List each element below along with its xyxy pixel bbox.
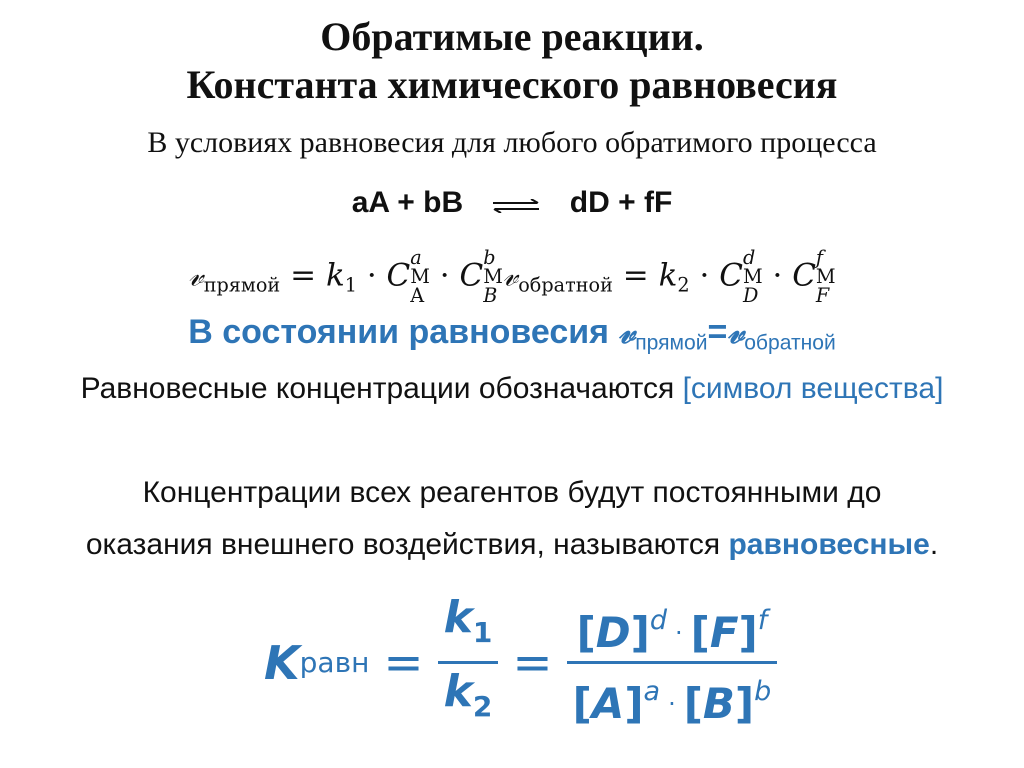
- slide-title-line2: Константа химического равновесия: [186, 62, 838, 107]
- rate-symbol: 𝓋: [727, 312, 745, 352]
- intro-text: В условиях равновесия для любого обратимого процесса: [147, 126, 877, 159]
- conc-symbol: C: [459, 257, 484, 294]
- rate-symbol: 𝓋: [188, 257, 204, 294]
- conc-symbol: C: [792, 257, 816, 294]
- conc-scripts-d: [743, 248, 763, 306]
- conc-scripts-a: [410, 248, 430, 306]
- equals-sign: =: [290, 257, 317, 294]
- rate-constant-fraction: [438, 590, 499, 735]
- constancy-line2: [0, 528, 1024, 562]
- slide-title-line1: Обратимые реакции.: [320, 14, 704, 59]
- k2-symbol: k: [658, 257, 678, 294]
- conc-scripts-b: [483, 248, 503, 306]
- fraction-denominator: $k_2$: [443, 666, 493, 723]
- fraction-numerator: $k_1$: [443, 592, 493, 649]
- subscript-mf: М F: [815, 265, 836, 308]
- conc-scripts-f: [816, 248, 836, 306]
- rate-symbol: 𝓋: [618, 312, 636, 352]
- subscript-ma: М A: [410, 265, 430, 308]
- dot-operator: ·: [366, 257, 377, 294]
- constancy-period: .: [929, 528, 939, 561]
- equilibrium-constant-formula: [264, 590, 777, 735]
- equals-sign: =: [622, 257, 649, 294]
- k1-symbol: k: [325, 257, 345, 294]
- k2-subscript: 2: [677, 273, 690, 297]
- reverse-label: обратной: [744, 331, 836, 355]
- equilibrium-state-statement: [0, 312, 1024, 356]
- dot-operator: ·: [439, 257, 450, 294]
- equilibrium-state-text: В состоянии равновесия: [188, 313, 619, 351]
- rate-equations: [0, 248, 1024, 306]
- notation-symbol: [символ вещества]: [682, 372, 944, 405]
- notation-line: [0, 372, 1024, 406]
- reaction-left: aA + bB: [351, 186, 464, 219]
- equals-sign: =: [707, 313, 728, 351]
- exponent-f: f: [815, 246, 824, 269]
- equilibrium-arrows-icon: [491, 187, 541, 221]
- constancy-line2-text: оказания внешнего воздействия, называются: [85, 528, 729, 561]
- equals-sign: =: [512, 634, 553, 691]
- constancy-accent-word: равновесные: [728, 528, 930, 561]
- concentration-fraction: [567, 593, 778, 732]
- products-numerator: $[D]^d \cdot [F]^f$: [576, 605, 768, 657]
- reaction-equation: [0, 186, 1024, 221]
- reverse-label: обратной: [518, 273, 613, 297]
- exponent-d: d: [742, 246, 756, 269]
- reaction-right: dD + fF: [569, 186, 673, 219]
- subscript-md: М D: [742, 265, 763, 308]
- dot-operator: ·: [699, 257, 710, 294]
- k-equilibrium-subscript: равн: [299, 646, 370, 679]
- notation-text: Равновесные концентрации обозначаются: [80, 372, 683, 405]
- exponent-a: a: [410, 246, 422, 269]
- k1-subscript: 1: [344, 273, 357, 297]
- subscript-mb: М B: [483, 265, 503, 308]
- conc-symbol: C: [386, 257, 411, 294]
- conc-symbol: C: [719, 257, 743, 294]
- forward-label: прямой: [203, 273, 281, 297]
- dot-operator: ·: [772, 257, 783, 294]
- reactants-denominator: $[A]^a \cdot [B]^b$: [572, 676, 772, 728]
- constancy-line1: Концентрации всех реагентов будут постоянными до: [142, 476, 882, 509]
- k-equilibrium-symbol: K: [264, 635, 300, 690]
- exponent-b: b: [483, 246, 496, 269]
- equals-sign: =: [383, 634, 424, 691]
- forward-label: прямой: [635, 331, 708, 355]
- rate-symbol: 𝓋: [502, 257, 519, 294]
